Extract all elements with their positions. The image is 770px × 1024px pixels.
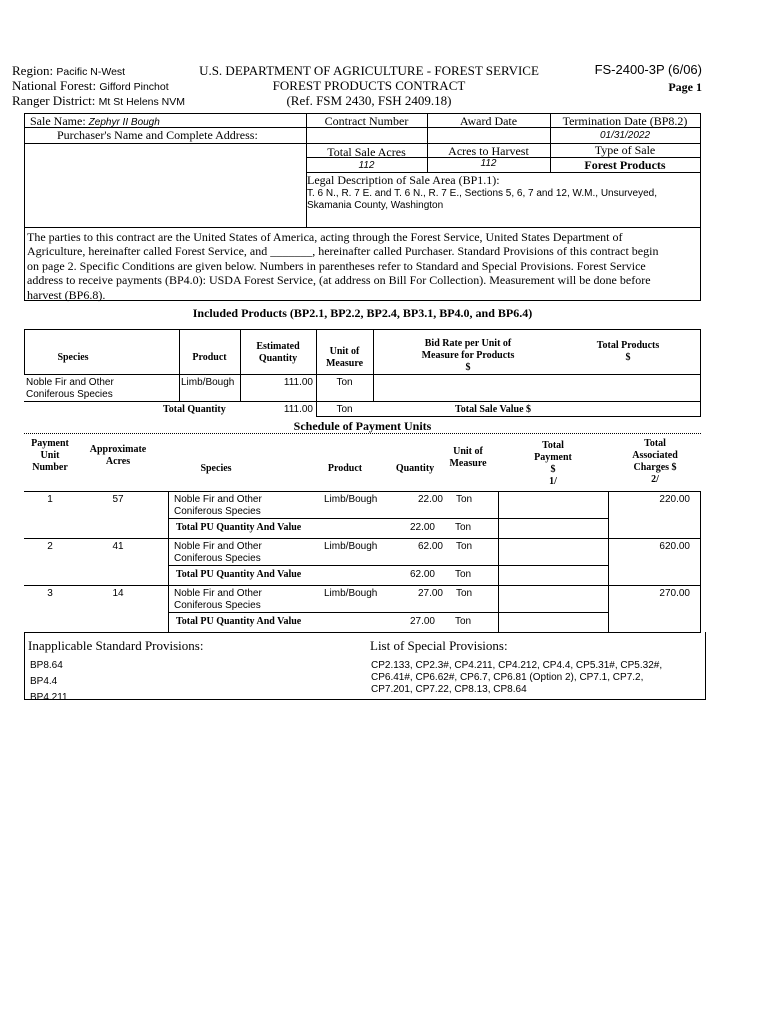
pu-acres: 41 xyxy=(112,541,124,552)
special-provisions-title: List of Special Provisions: xyxy=(370,638,508,653)
sale-name-value: Zephyr II Bough xyxy=(88,117,160,128)
legal-description-line-1: T. 6 N., R. 7 E. and T. 6 N., R. 7 E., Sections 5, 6, 7 and 12, W.M., Unsurveyed, xyxy=(307,188,657,199)
col-product: Product xyxy=(192,352,227,363)
pu-product: Limb/Bough xyxy=(324,541,378,552)
pu-quantity: 62.00 xyxy=(417,541,443,552)
col-unit-of-measure: Unit of Measure xyxy=(449,446,487,469)
pu-total-unit: Ton xyxy=(455,522,472,533)
district-label: Ranger District: xyxy=(12,93,96,108)
list-item: BP4.211 xyxy=(30,692,68,703)
parties-line-2: Agriculture, hereinafter called Forest Service, and _______, hereinafter called Purchaser. Standard Provisions of this contract begin xyxy=(27,244,659,259)
parties-line-1: The parties to this contract are the United States of America, acting through the Forest Service, United States Department of xyxy=(27,230,623,244)
pu-number: 3 xyxy=(47,588,53,599)
pu-acres: 14 xyxy=(112,588,124,599)
inapplicable-provisions-title: Inapplicable Standard Provisions: xyxy=(28,638,204,653)
pu-acres: 57 xyxy=(112,494,124,505)
total-sale-acres-label: Total Sale Acres xyxy=(327,145,406,159)
included-products-title: Included Products (BP2.1, BP2.2, BP2.4, BP3.1, BP4.0, and BP6.4) xyxy=(192,306,533,320)
pu-total-quantity: 27.00 xyxy=(409,616,435,627)
list-item: CP6.41#, CP6.62#, CP6.7, CP6.81 (Option 2), CP7.1, CP7.2, xyxy=(371,672,644,683)
forest-label: National Forest: xyxy=(12,78,97,93)
district-value: Mt St Helens NVM xyxy=(98,96,186,108)
pu-quantity: 22.00 xyxy=(417,494,443,505)
agency-title: U.S. DEPARTMENT OF AGRICULTURE - FOREST SERVICE xyxy=(199,63,539,78)
region-label: Region: xyxy=(12,63,54,78)
pu-product: Limb/Bough xyxy=(324,494,378,505)
sale-name-label: Sale Name: xyxy=(30,114,86,128)
pu-total-unit: Ton xyxy=(455,616,472,627)
sale-name-field xyxy=(30,114,160,129)
district-line xyxy=(12,93,185,109)
col-species: Species xyxy=(200,463,232,474)
col-unit-of-measure: Unit of Measure xyxy=(325,346,364,369)
pu-unit: Ton xyxy=(456,588,473,599)
parties-line-3: on page 2. Specific Conditions are given below. Numbers in parentheses refer to Standard and Special Provisions. Forest Service xyxy=(27,258,646,273)
list-item: CP2.133, CP2.3#, CP4.211, CP4.212, CP4.4, CP5.31#, CP5.32#, xyxy=(371,660,663,671)
total-quantity-unit: Ton xyxy=(336,404,353,415)
region-line xyxy=(12,63,125,79)
inapplicable-provisions-list xyxy=(30,658,68,706)
total-quantity-value: 111.00 xyxy=(283,404,313,415)
list-item: CP7.201, CP7.22, CP8.13, CP8.64 xyxy=(371,684,527,695)
pu-unit: Ton xyxy=(456,494,473,505)
acres-to-harvest-value: 112 xyxy=(480,158,497,169)
termination-date-value: 01/31/2022 xyxy=(599,130,651,141)
legal-description-label: Legal Description of Sale Area (BP1.1): xyxy=(307,173,500,187)
contract-number-label: Contract Number xyxy=(324,114,409,128)
pu-number: 1 xyxy=(47,494,53,505)
col-estimated-quantity: Estimated Quantity xyxy=(256,341,300,364)
pu-total-label: Total PU Quantity And Value xyxy=(176,616,302,627)
pu-product: Limb/Bough xyxy=(324,588,378,599)
pu-associated-charges: 270.00 xyxy=(659,588,690,599)
col-bid-rate: Bid Rate per Unit of Measure for Products $ xyxy=(421,338,515,373)
total-quantity-label: Total Quantity xyxy=(163,404,226,415)
page-number: Page 1 xyxy=(668,80,702,94)
termination-date-label: Termination Date (BP8.2) xyxy=(562,114,688,128)
col-quantity: Quantity xyxy=(395,463,435,474)
type-of-sale-value: Forest Products xyxy=(584,158,666,172)
award-date-label: Award Date xyxy=(459,114,518,128)
col-species: Species xyxy=(57,352,89,363)
parties-line-5: harvest (BP6.8). xyxy=(27,287,106,302)
col-total-products: Total Products $ xyxy=(596,340,660,363)
pu-number: 2 xyxy=(47,541,53,552)
forest-value: Gifford Pinchot xyxy=(99,81,169,93)
product-row-species: Noble Fir and Other Coniferous Species xyxy=(26,377,114,400)
product-row-product: Limb/Bough xyxy=(181,377,235,388)
pu-total-label: Total PU Quantity And Value xyxy=(176,522,302,533)
pu-unit: Ton xyxy=(456,541,473,552)
pu-total-unit: Ton xyxy=(455,569,472,580)
list-item: BP4.4 xyxy=(30,676,58,687)
total-sale-acres-value: 112 xyxy=(358,160,375,171)
pu-associated-charges: 620.00 xyxy=(659,541,690,552)
legal-description-line-2: Skamania County, Washington xyxy=(307,200,444,211)
pu-species: Noble Fir and Other Coniferous Species xyxy=(174,541,262,564)
parties-paragraph xyxy=(27,230,658,302)
col-payment-unit-number: Payment Unit Number xyxy=(31,438,69,473)
region-value: Pacific N-West xyxy=(56,66,126,78)
parties-line-4: address to receive payments (BP4.0): USDA Forest Service, (at address on Bill For Collection). Measurement will be done before xyxy=(27,273,651,288)
schedule-title: Schedule of Payment Units xyxy=(293,419,432,433)
total-sale-value-label: Total Sale Value $ xyxy=(455,404,532,415)
pu-species: Noble Fir and Other Coniferous Species xyxy=(174,494,262,517)
col-approximate-acres: Approximate Acres xyxy=(89,444,147,467)
product-row-unit: Ton xyxy=(336,377,353,388)
pu-quantity: 27.00 xyxy=(417,588,443,599)
forest-line xyxy=(12,78,169,94)
type-of-sale-label: Type of Sale xyxy=(594,143,656,157)
col-associated-charges: Total Associated Charges $ 2/ xyxy=(632,438,678,485)
pu-total-label: Total PU Quantity And Value xyxy=(176,569,302,580)
form-number: FS-2400-3P (6/06) xyxy=(594,62,702,77)
product-row-quantity: 111.00 xyxy=(283,377,313,388)
purchaser-label: Purchaser's Name and Complete Address: xyxy=(57,128,258,142)
reference-line: (Ref. FSM 2430, FSH 2409.18) xyxy=(286,93,452,108)
pu-total-quantity: 22.00 xyxy=(409,522,435,533)
pu-total-quantity: 62.00 xyxy=(409,569,435,580)
col-product: Product xyxy=(327,463,363,474)
list-item: BP8.64 xyxy=(30,660,63,671)
pu-species: Noble Fir and Other Coniferous Species xyxy=(174,588,262,611)
special-provisions-list xyxy=(371,660,662,696)
pu-associated-charges: 220.00 xyxy=(659,494,690,505)
col-total-payment: Total Payment $ 1/ xyxy=(534,440,572,487)
acres-to-harvest-label: Acres to Harvest xyxy=(448,144,529,158)
contract-title: FOREST PRODUCTS CONTRACT xyxy=(272,78,466,93)
